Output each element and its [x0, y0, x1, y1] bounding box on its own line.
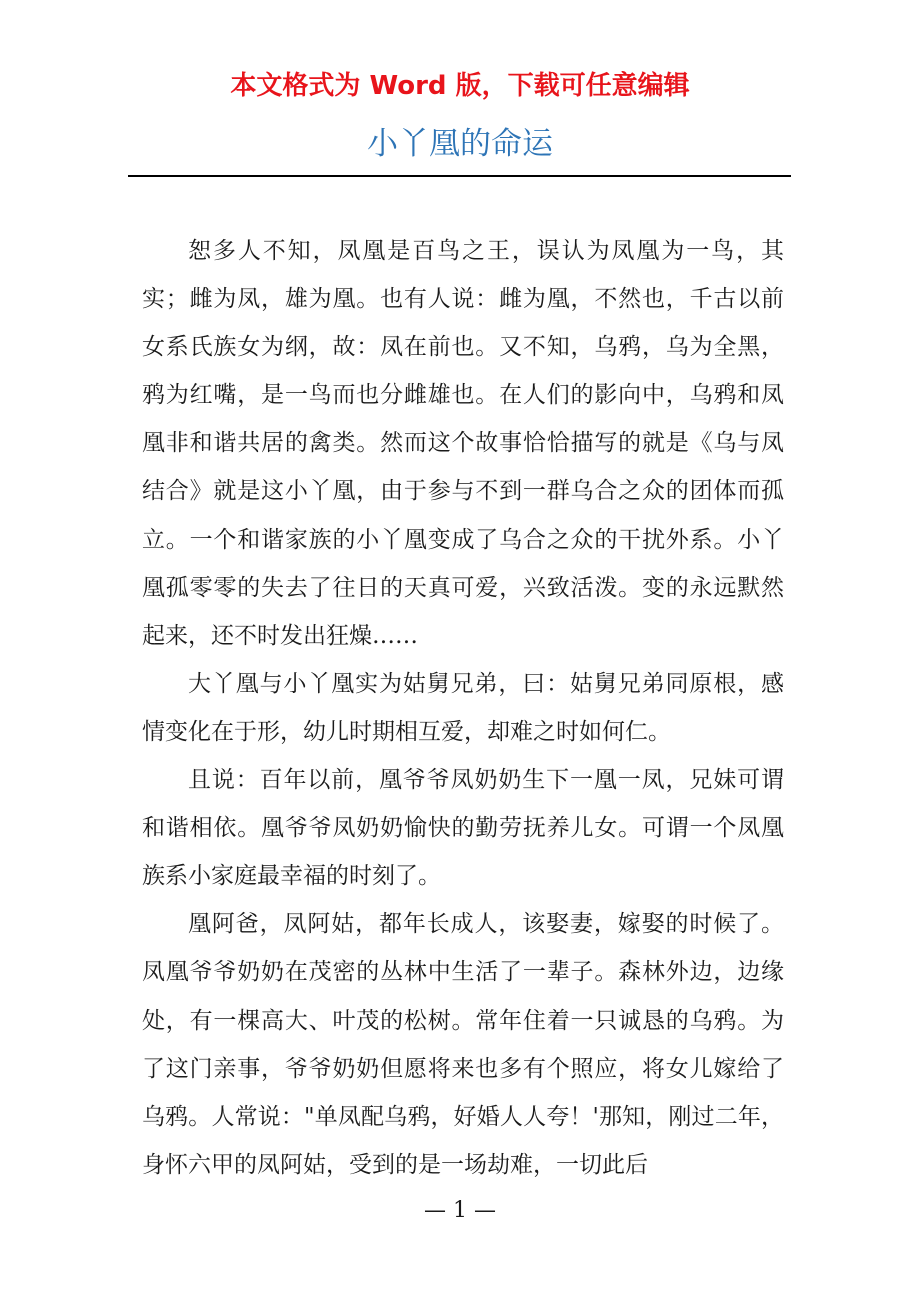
body-paragraph: 凰阿爸，凤阿姑，都年长成人，该娶妻，嫁娶的时候了。凤凰爷爷奶奶在茂密的丛林中生活了一辈子。森林外边，边缘处，有一棵高大、叶茂的松树。常年住着一只诚恳的乌鸦。为了这门亲事，爷爷奶奶但愿将来也多有个照应，将女儿嫁给了乌鸦。人常说："单凤配乌鸦，好婚人人夸！'那知，刚过二年，身怀六甲的凤阿姑，受到的是一场劫难，一切此后 [142, 911, 784, 1178]
document-body [142, 227, 784, 1189]
page-number: — 1 — [424, 1198, 496, 1223]
body-paragraph: 大丫凰与小丫凰实为姑舅兄弟，曰：姑舅兄弟同原根，感情变化在于形，幼儿时期相互爱，却难之时如何仁。 [142, 670, 784, 745]
document-title: 小丫凰的命运 [367, 126, 553, 162]
body-paragraph: 恕多人不知，凤凰是百鸟之王，误认为凤凰为一鸟，其实；雌为凤，雄为凰。也有人说：雌为凰，不然也，千古以前女系氏族女为纲，故：凤在前也。又不知，乌鸦，乌为全黑，鸦为红嘴，是一鸟而也分雌雄也。在人们的影向中，乌鸦和凤凰非和谐共居的禽类。然而这个故事恰恰描写的就是《乌与凤结合》就是这小丫凰，由于参与不到一群乌合之众的团体而孤立。一个和谐家族的小丫凰变成了乌合之众的干扰外系。小丫凰孤零零的失去了往日的天真可爱，兴致活泼。变的永远默然起来，还不时发出狂燥…… [142, 238, 784, 649]
body-paragraph: 且说：百年以前，凰爷爷凤奶奶生下一凰一凤，兄妹可谓和谐相依。凰爷爷凤奶奶愉快的勤劳抚养儿女。可谓一个凤凰族系小家庭最幸福的时刻了。 [142, 767, 784, 890]
title-divider [128, 175, 791, 177]
format-notice-banner: 本文格式为 Word 版，下载可任意编辑 [230, 71, 690, 101]
